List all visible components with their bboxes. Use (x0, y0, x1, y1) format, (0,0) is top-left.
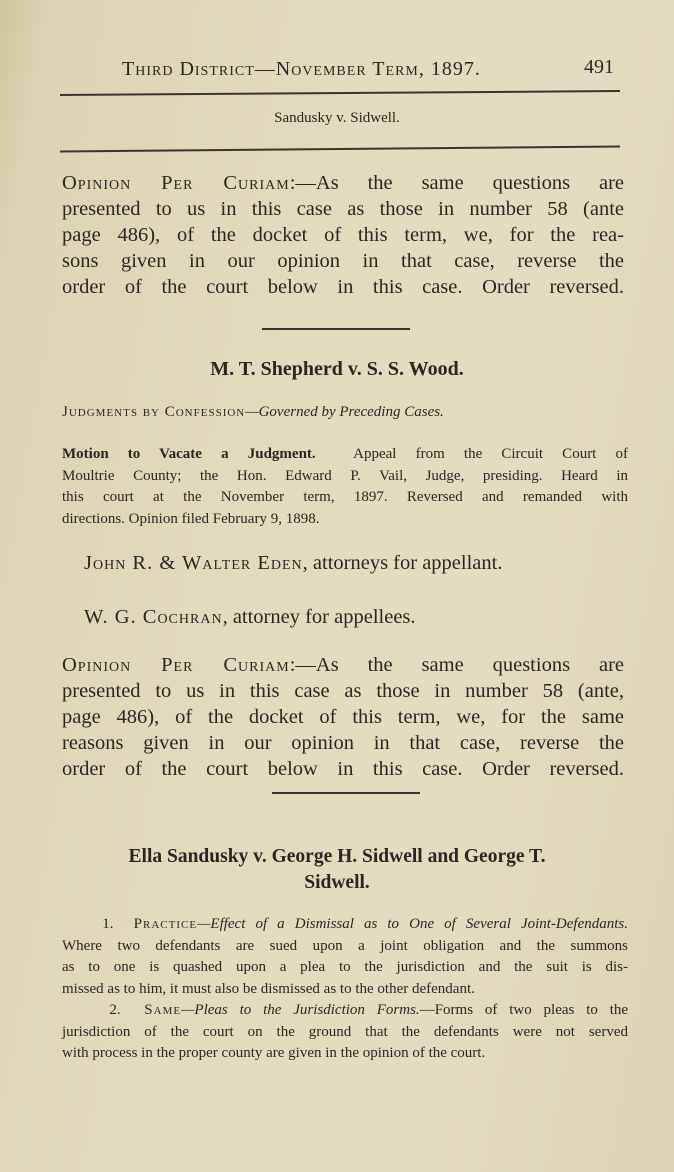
syllabus-heading: Judgments by Confession—Governed by Preceding Cases. (62, 404, 444, 420)
opinion-paragraph-1 (62, 170, 624, 300)
counsel-appellant: John R. & Walter Eden, attorneys for appellant. (84, 552, 503, 574)
page-number: 491 (584, 56, 614, 78)
opinion-lead: Opinion Per Curiam (62, 172, 290, 194)
counsel-appellee: W. G. Cochran, attorney for appellees. (84, 606, 416, 628)
opinion-lead: Opinion Per Curiam (62, 654, 290, 676)
opinion-line: order of the court below in this case. Order reversed. (62, 276, 624, 298)
headnote-1: 1. Practice—Effect of a Dismissal as to One of Several Joint-Defendants. Where two defendants are sued upon a joint obligation and the summons as to one is quashed upon a plea to the jurisdiction and the suit is dis- missed as to him, it must also be dismissed as to the other defendant. (62, 916, 629, 997)
running-head: Third District—November Term, 1897. (122, 58, 481, 80)
section-divider (272, 792, 420, 794)
header-rule (60, 90, 620, 95)
case-statement: Motion to Vacate a Judgment. Appeal from the Circuit Court of Moultrie County; the Hon. Edward P. Vail, Judge, presiding. Heard in this court at the November term, 1897. Reversed and remanded with directions. Opinion filed February 9, 1898. (62, 446, 628, 527)
case-title: M. T. Shepherd v. S. S. Wood. (210, 358, 464, 380)
statement-bold: Motion to Vacate a Judgment. (62, 446, 316, 462)
opinion-line: sons given in our opinion in that case, reverse the (62, 250, 624, 272)
case-title-line: Sidwell. (304, 872, 370, 893)
opinion-paragraph-2: Opinion Per Curiam:—As the same questions are presented to us in this case as those in number 58 (ante, page 486), of the docket of this term, we, for the same reasons given in our opinion in that case, reverse the order of the court below in this case. Order reversed. (62, 654, 624, 780)
opinion-line: presented to us in this case as those in number 58 (ante (62, 198, 624, 220)
case-title-line: Ella Sandusky v. George H. Sidwell and George T. (128, 846, 546, 867)
opinion-line: Opinion Per Curiam:—As the same questions are (62, 172, 624, 194)
running-title-rule (60, 146, 620, 152)
headnote-2: 2. Same—Pleas to the Jurisdiction Forms.—Forms of two pleas to the jurisdiction of the court on the ground that the defendants were not served with process in the proper county are given in the opinion of the court. (62, 1002, 629, 1061)
section-divider (262, 328, 410, 330)
opinion-line: page 486), of the docket of this term, we, for the rea- (62, 224, 624, 246)
case-running-title: Sandusky v. Sidwell. (274, 110, 400, 126)
